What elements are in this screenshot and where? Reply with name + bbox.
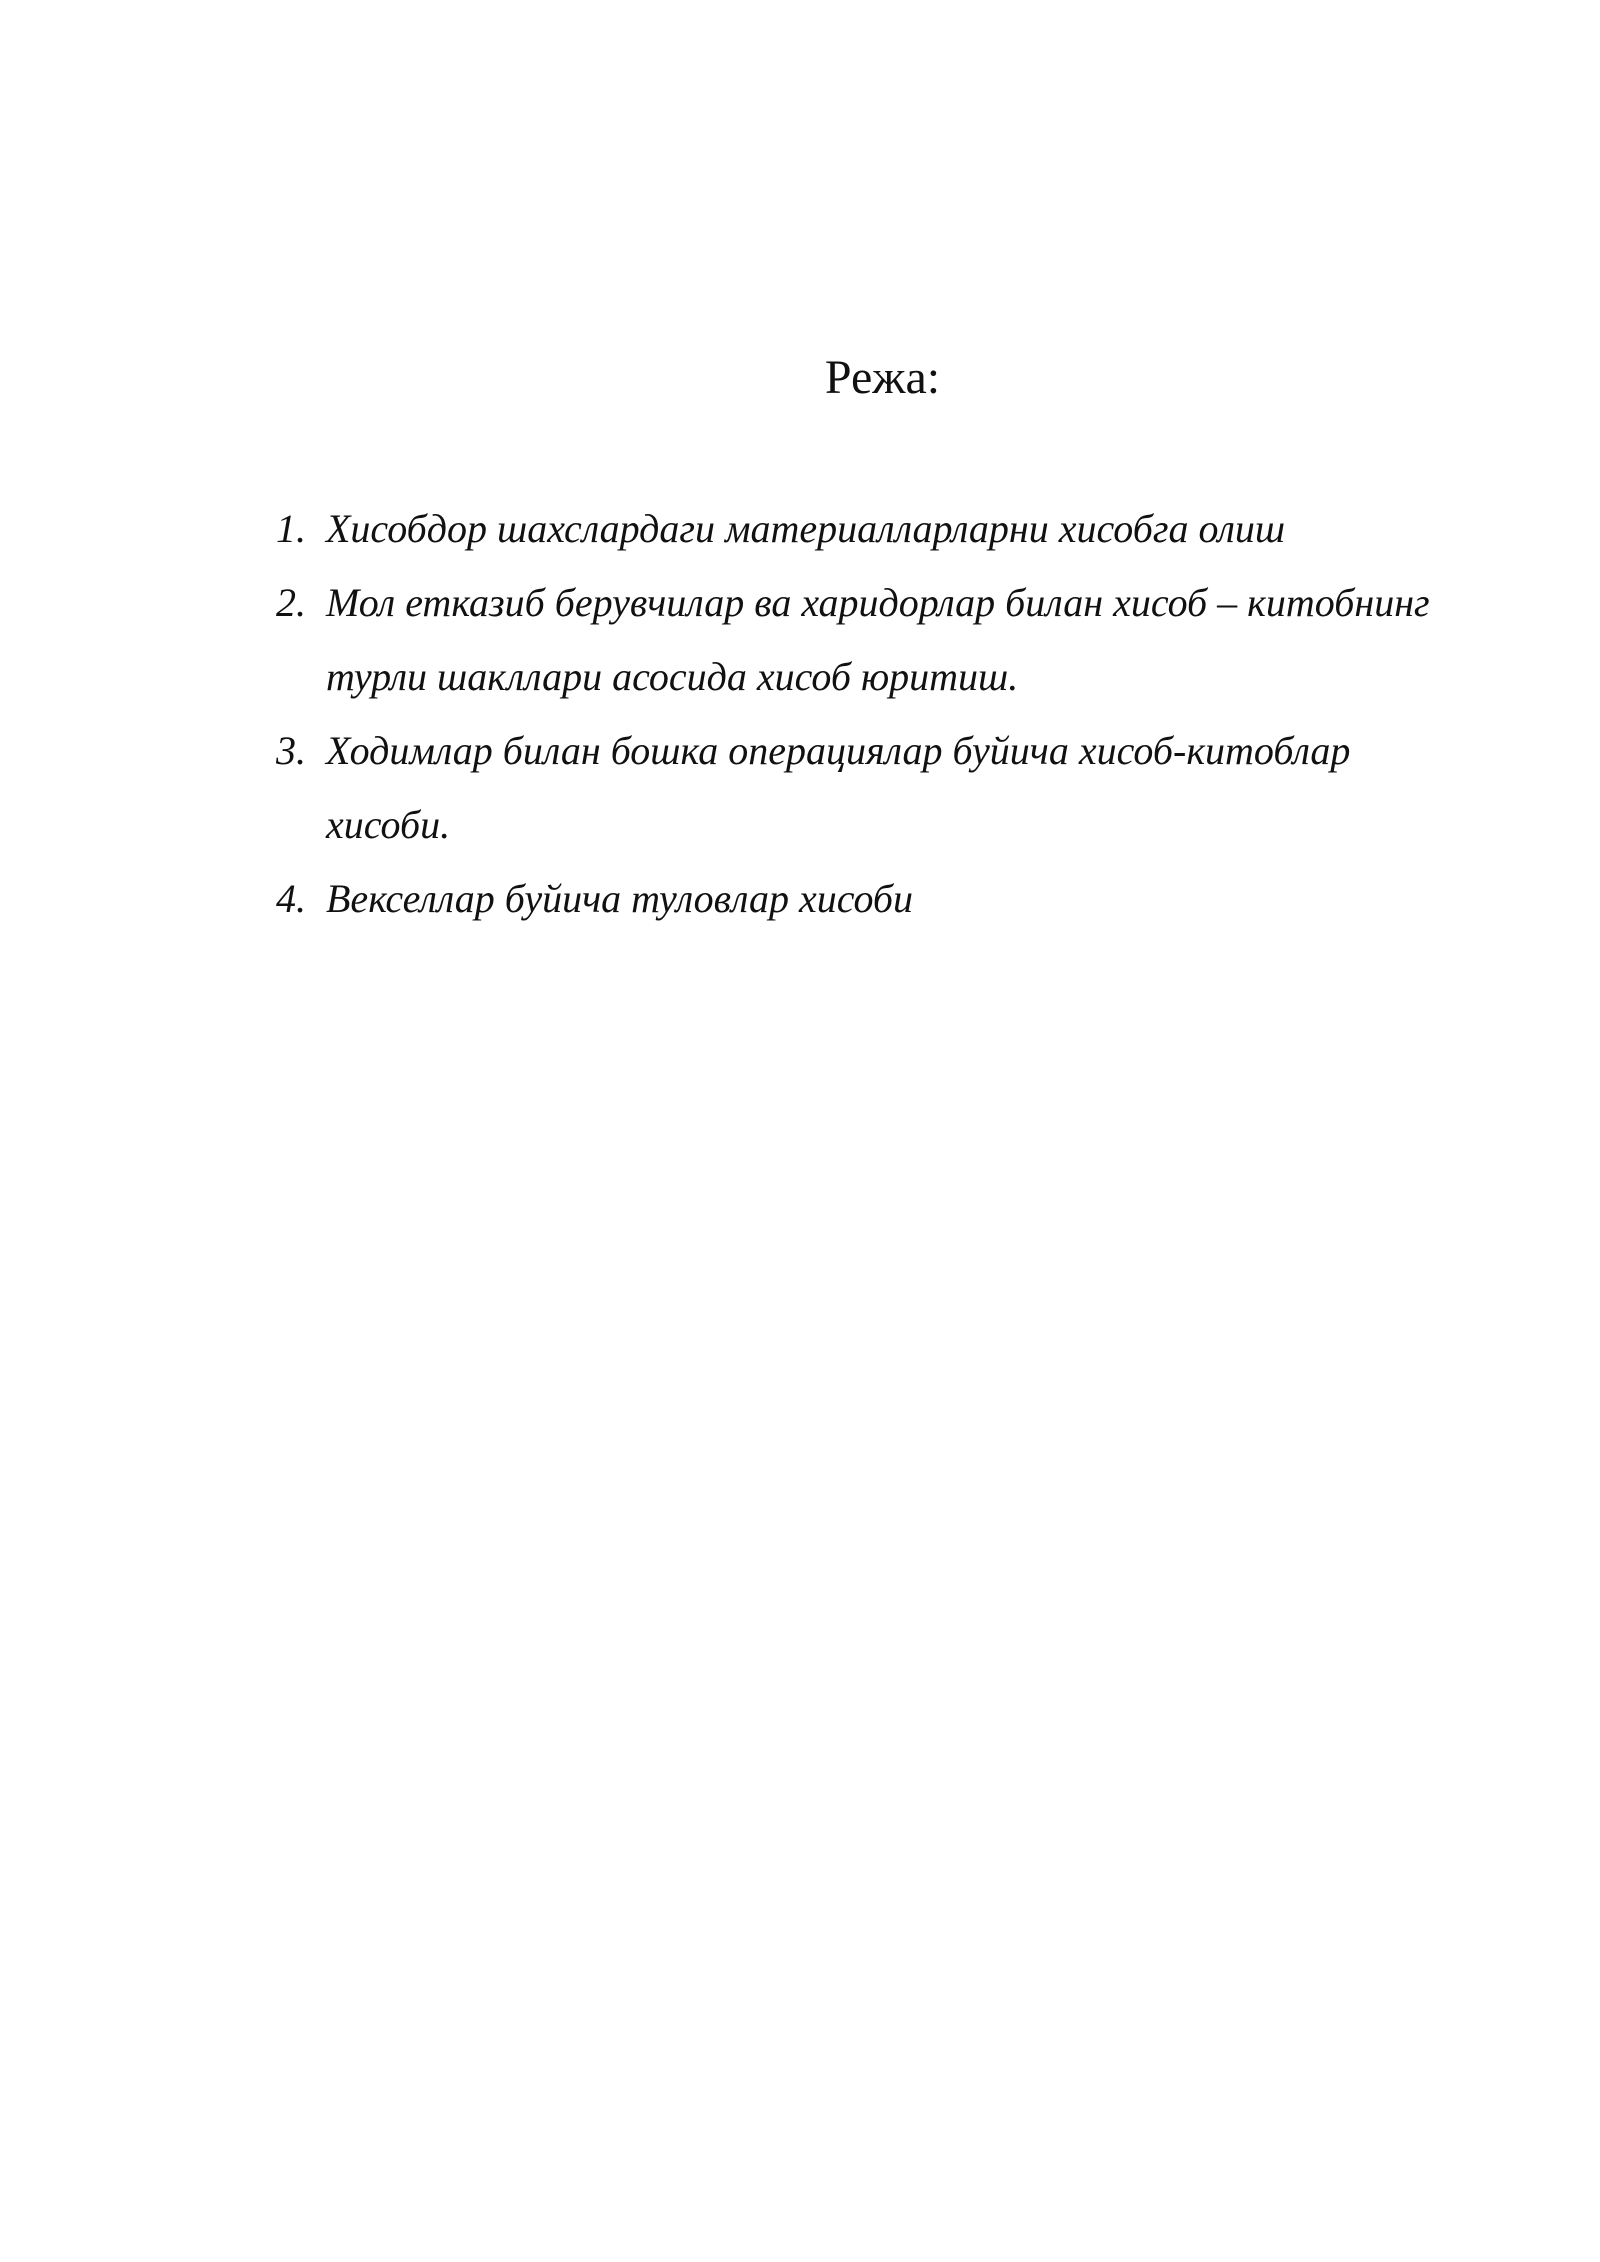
list-item: [276, 492, 1476, 566]
list-item-text: Векселлар буйича туловлар хисоби: [326, 876, 914, 921]
list-item: [276, 862, 1476, 936]
list-item-number: 3.: [276, 728, 306, 773]
list-item: [276, 714, 1476, 862]
list-item-number: 4.: [276, 876, 306, 921]
list-item-number: 2.: [276, 580, 306, 625]
list-item-text: Хисобдор шахслардаги материалларларни хисобга олиш: [326, 506, 1286, 551]
page-title: Режа:: [824, 351, 941, 404]
list-item-number: 1.: [276, 506, 306, 551]
list-item-text: Мол етказиб берувчилар ва харидорлар билан хисоб – китобнинг турли шакллари асосида хисоб юритиш.: [326, 580, 1430, 699]
plan-list: [276, 492, 1476, 936]
list-item-text: Ходимлар билан бошка операциялар буйича хисоб-китоблар хисоби.: [326, 728, 1351, 847]
list-item: [276, 566, 1476, 714]
